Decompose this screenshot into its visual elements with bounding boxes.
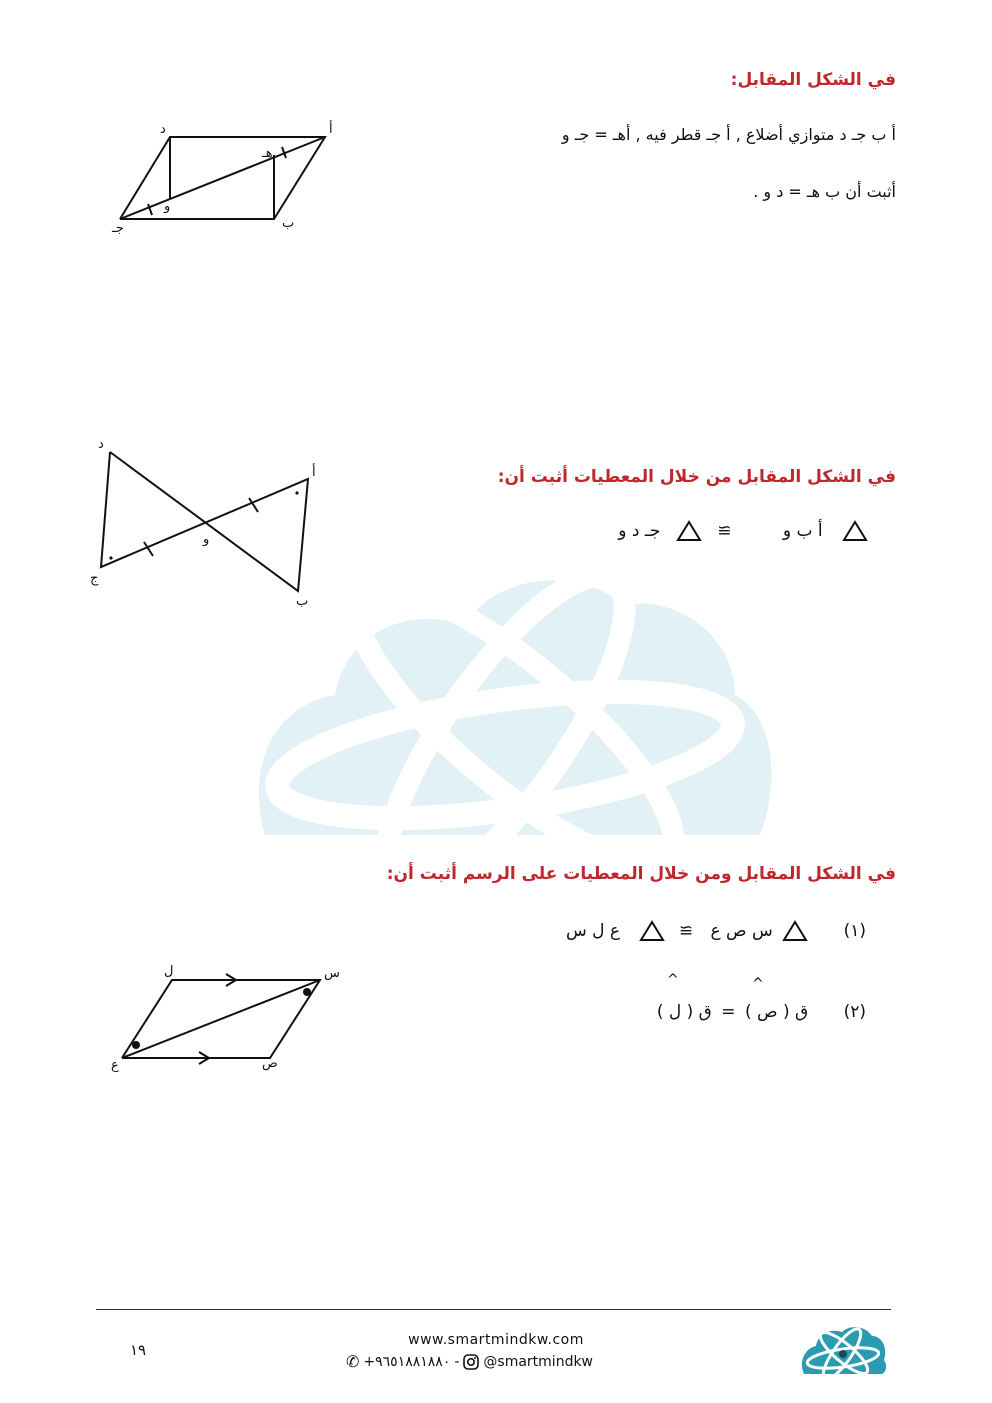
q3-triangle-1: س ص ع	[710, 921, 773, 941]
q1-label-w: و	[164, 199, 171, 214]
q1-label-d: د	[160, 122, 166, 137]
q3-angle-hat-1: ^	[752, 976, 764, 992]
q1-label-j: جـ	[112, 221, 124, 236]
q3-angle-l: ق ( ل )	[656, 1002, 712, 1022]
q3-angle-hat-2: ^	[667, 972, 679, 988]
smartmind-logo	[800, 1326, 886, 1376]
q2-label-w: و	[203, 532, 210, 547]
footer-website[interactable]: www.smartmindkw.com	[408, 1332, 584, 1348]
q3-equals: =	[721, 1002, 736, 1022]
q1-label-b: ب	[282, 216, 295, 231]
q2-label-d: د	[98, 437, 104, 452]
q3-angle-s: ق ( ص )	[744, 1002, 809, 1022]
q3-label-a: ع	[111, 1058, 119, 1073]
footer-phone[interactable]: +٩٦٥١٨٨١٨٨٠	[363, 1353, 451, 1370]
q2-congruent-symbol: ≅	[717, 521, 732, 541]
q3-item2-number: (٢)	[843, 1002, 866, 1022]
footer-separator: -	[454, 1353, 460, 1370]
q2-label-a: أ	[312, 465, 316, 480]
q1-heading: في الشكل المقابل:	[730, 70, 896, 90]
q3-label-s: س	[324, 966, 340, 981]
q1-given-line: أ ب جـ د متوازي أضلاع , أ جـ قطر فيه , أهـ = جـ و	[561, 125, 896, 144]
q2-label-b: ب	[296, 594, 309, 609]
q2-label-j: ج	[90, 571, 99, 586]
q1-label-h: هـ	[262, 146, 273, 161]
q1-label-a: أ	[329, 122, 333, 137]
q1-prove-line: أثبت أن ب هـ = د و .	[753, 182, 896, 201]
instagram-icon	[463, 1354, 479, 1370]
q3-congruent-symbol: ≅	[678, 921, 694, 941]
page-number: ١٩	[130, 1341, 147, 1359]
q3-item1-number: (١)	[843, 921, 866, 941]
q3-heading: في الشكل المقابل ومن خلال المعطيات على الرسم أثبت أن:	[386, 864, 896, 884]
q3-label-l: ل	[164, 964, 174, 979]
phone-icon: ✆	[346, 1352, 360, 1371]
q2-triangle-2: جـ د و	[618, 521, 661, 541]
footer-contact	[346, 1352, 593, 1371]
q3-triangle-2: ع ل س	[565, 921, 621, 941]
footer-divider	[96, 1309, 891, 1310]
q3-label-sad: ص	[262, 1056, 278, 1071]
q2-triangle-1: أ ب و	[782, 521, 823, 541]
footer-instagram[interactable]: @smartmindkw	[483, 1353, 594, 1370]
q2-heading: في الشكل المقابل من خلال المعطيات أثبت أن:	[497, 467, 896, 487]
